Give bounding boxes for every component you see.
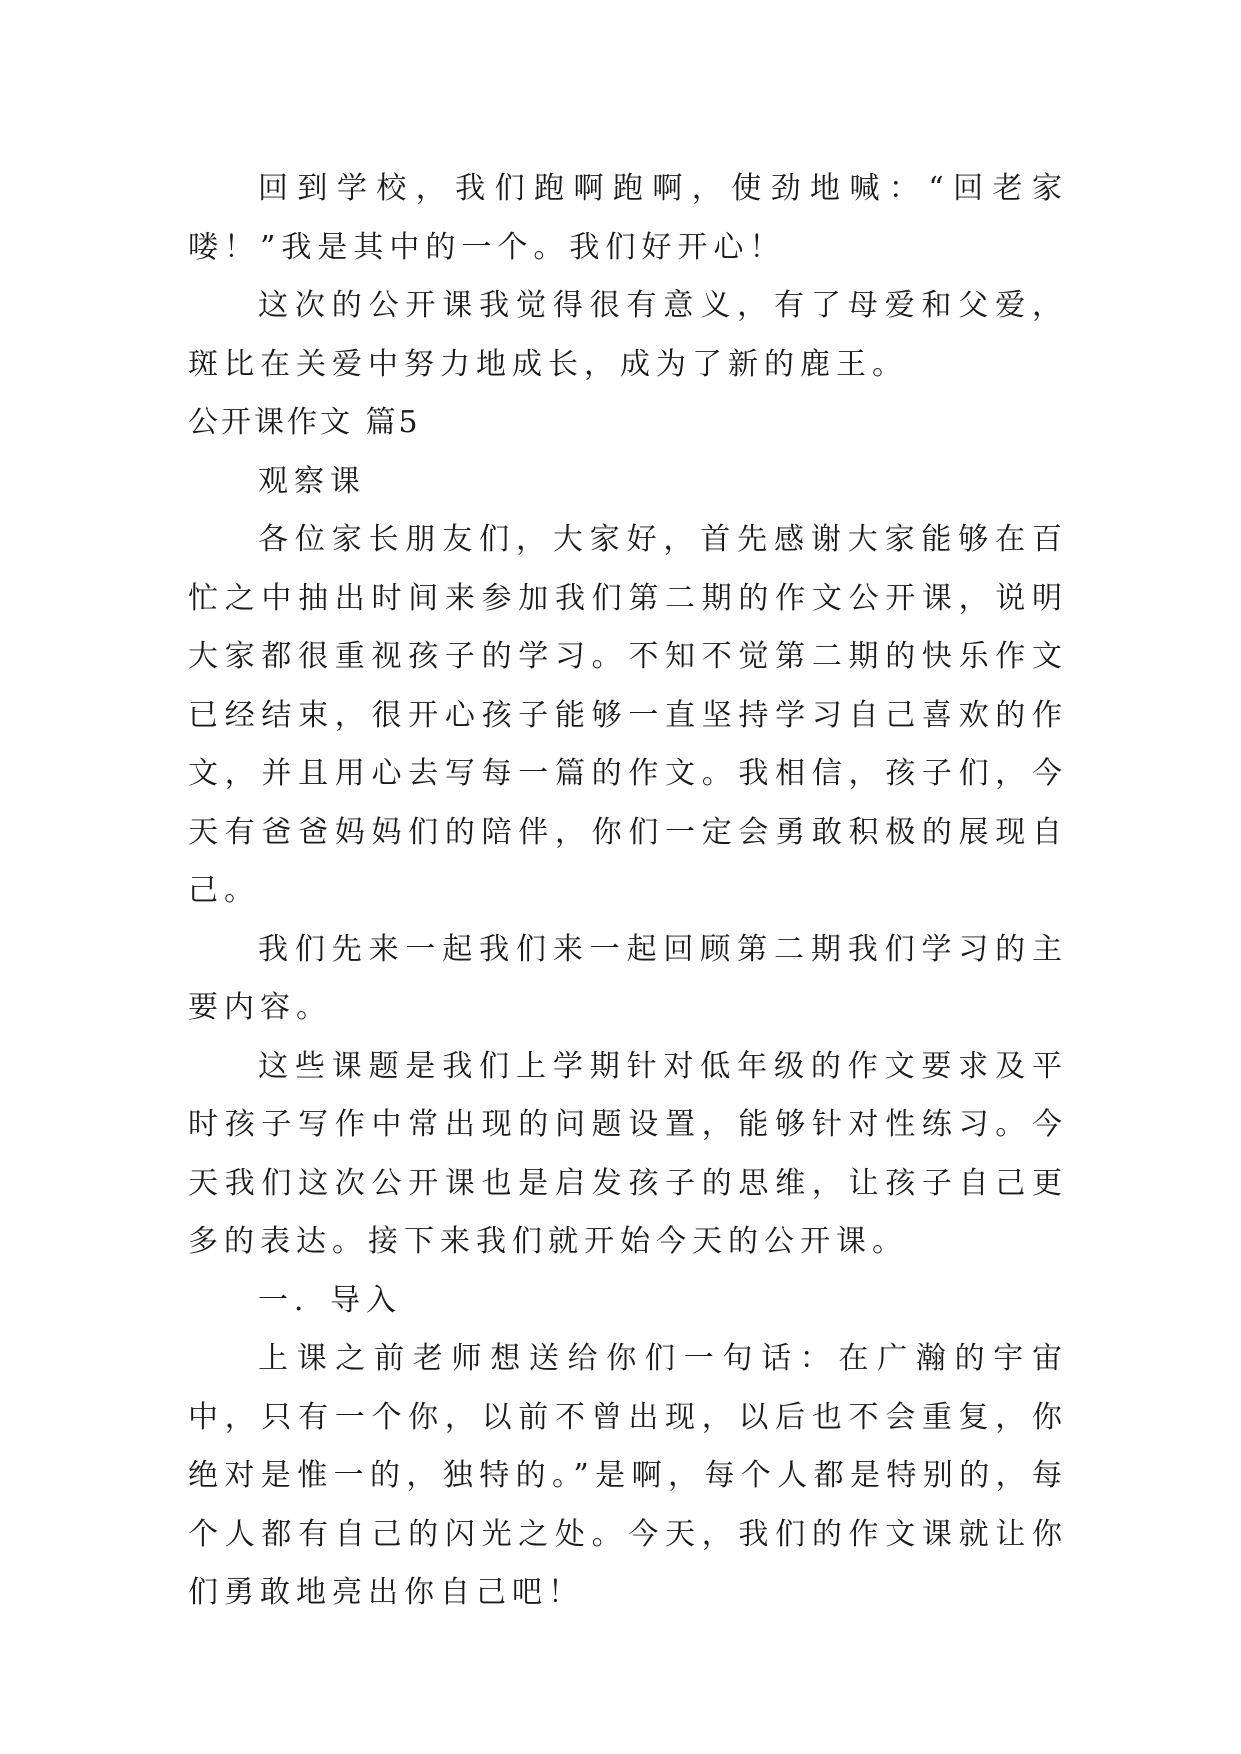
paragraph-greeting: 各位家长朋友们，大家好，首先感谢大家能够在百忙之中抽出时间来参加我们第二期的作文公开课，说明大家都很重视孩子的学习。不知不觉第二期的快乐作文已经结束，很开心孩子能够一直坚持学习自己喜欢的作文，并且用心去写每一篇的作文。我相信，孩子们，今天有爸爸妈妈们的陪伴，你们一定会勇敢积极的展现自己。 (188, 522, 1068, 908)
paragraph-topics: 这些课题是我们上学期针对低年级的作文要求及平时孩子写作中常出现的问题设置，能够针对性练习。今天我们这次公开课也是启发孩子的思维，让孩子自己更多的表达。接下来我们就开始今天的公开课。 (188, 1048, 1068, 1259)
section-heading: 公开课作文 篇5 (188, 405, 421, 440)
document-page (188, 160, 1068, 1623)
paragraph-return-to-school: 回到学校，我们跑啊跑啊，使劲地喊：“回老家喽！”我是其中的一个。我们好开心！ (188, 171, 1068, 265)
subheading-observation-lesson: 观察课 (258, 463, 366, 499)
paragraph-lesson-meaning: 这次的公开课我觉得很有意义，有了母爱和父爱，斑比在关爱中努力地成长，成为了新的鹿王。 (188, 288, 1068, 382)
paragraph-teacher-quote: 上课之前老师想送给你们一句话：在广瀚的宇宙中，只有一个你，以前不曾出现，以后也不会重复，你绝对是惟一的，独特的。”是啊，每个人都是特别的，每个人都有自己的闪光之处。今天，我们的作文课就让你们勇敢地亮出你自己吧！ (188, 1341, 1068, 1610)
paragraph-review: 我们先来一起我们来一起回顾第二期我们学习的主要内容。 (188, 931, 1068, 1025)
subheading-introduction: 一．导入 (258, 1282, 402, 1318)
